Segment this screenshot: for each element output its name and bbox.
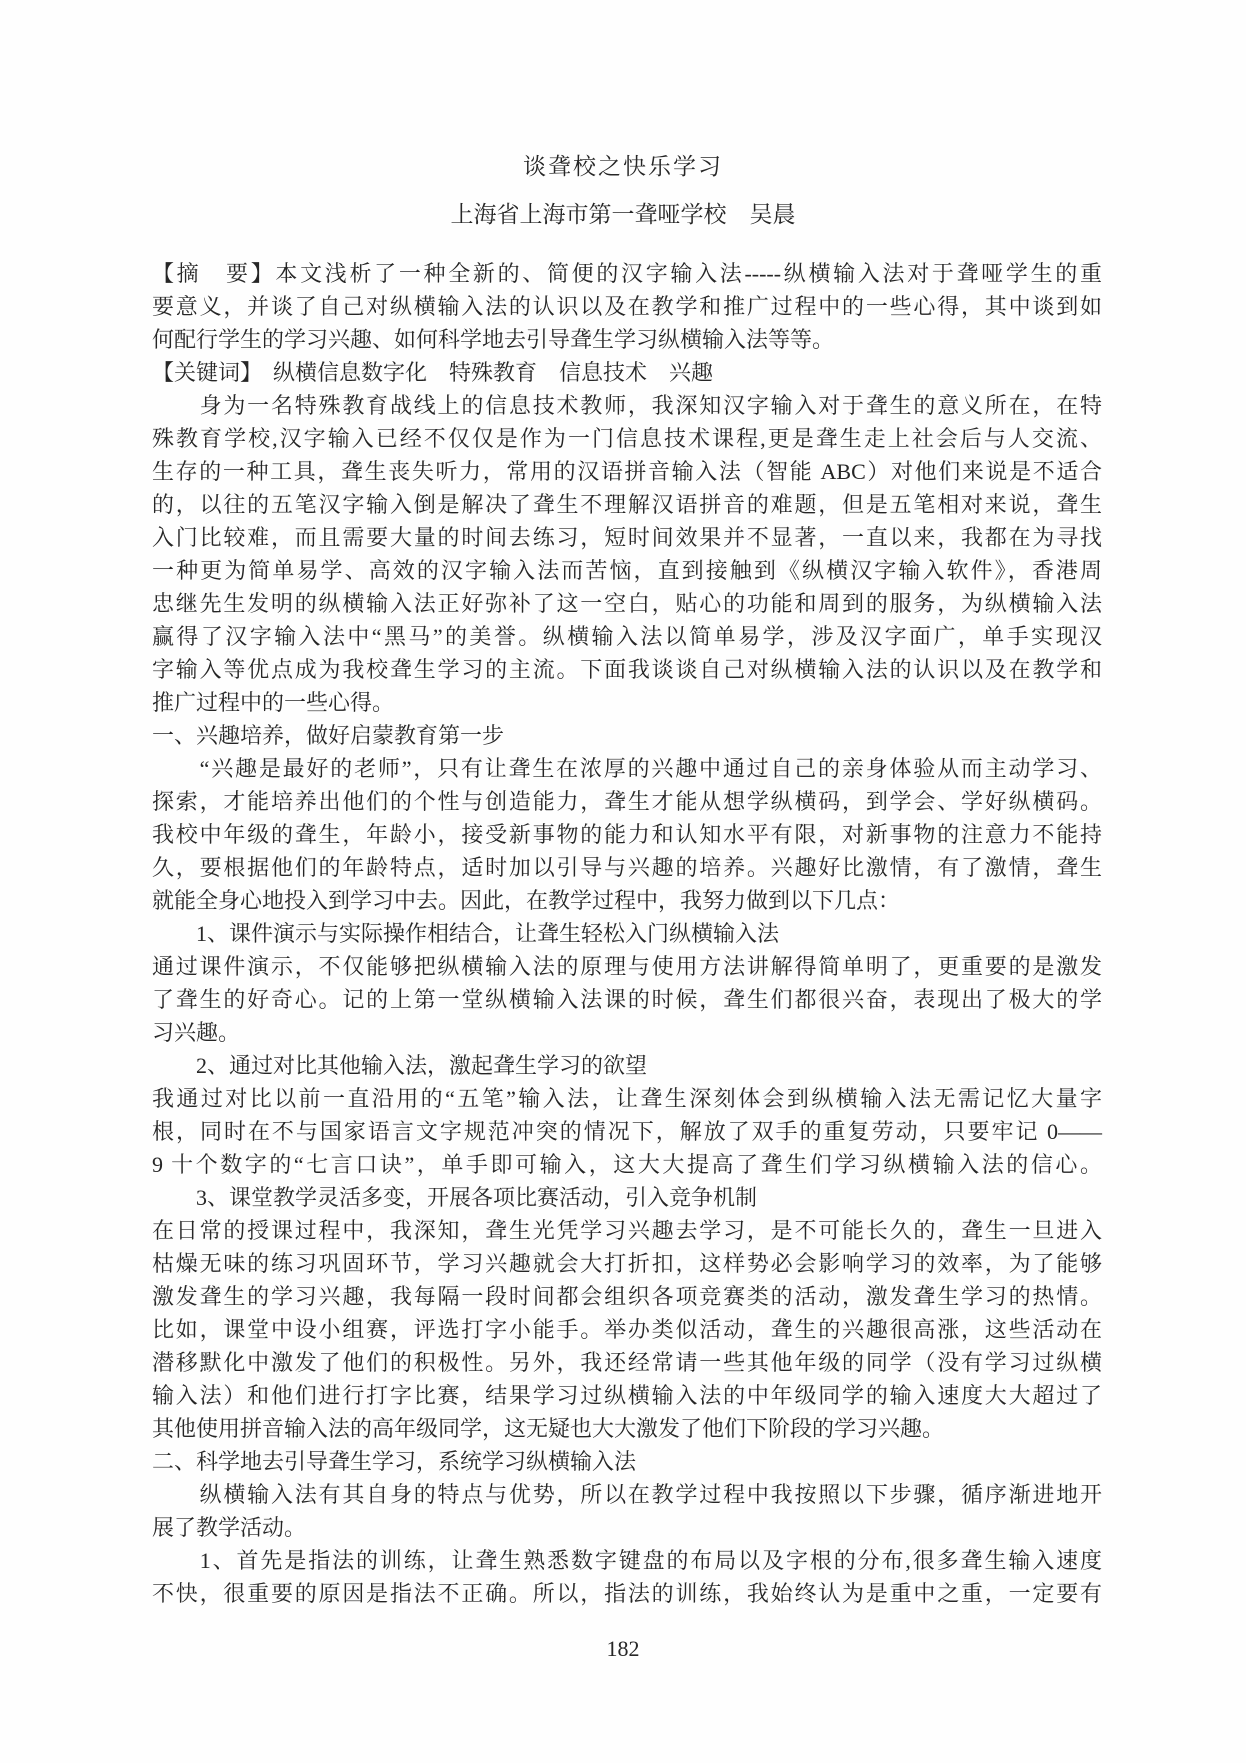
text-line: 习兴趣。 bbox=[152, 1020, 241, 1045]
text-line: 久，要根据他们的年龄特点，适时加以引导与兴趣的培养。兴趣好比激情，有了激情，聋生 bbox=[152, 855, 1102, 880]
text-line: 我通过对比以前一直沿用的“五笔”输入法，让聋生深刻体会到纵横输入法无需记忆大量字 bbox=[152, 1086, 1102, 1111]
text-line: 展了教学活动。 bbox=[152, 1515, 307, 1540]
text-line: 身为一名特殊教育战线上的信息技术教师，我深知汉字输入对于聋生的意义所在，在特 bbox=[152, 393, 1102, 418]
page-title: 谈聋校之快乐学习 bbox=[523, 154, 723, 179]
text-line: 的，以往的五笔汉字输入倒是解决了聋生不理解汉语拼音的难题，但是五笔相对来说，聋生 bbox=[152, 492, 1102, 517]
text-line: “兴趣是最好的老师”，只有让聋生在浓厚的兴趣中通过自己的亲身体验从而主动学习、 bbox=[152, 756, 1102, 781]
text-line: 根，同时在不与国家语言文字规范冲突的情况下，解放了双手的重复劳动，只要牢记 0—— bbox=[152, 1119, 1102, 1144]
text-line: 殊教育学校,汉字输入已经不仅仅是作为一门信息技术课程,更是聋生走上社会后与人交流、 bbox=[152, 426, 1102, 451]
text-line: 赢得了汉字输入法中“黑马”的美誉。纵横输入法以简单易学，涉及汉字面广，单手实现汉 bbox=[152, 624, 1102, 649]
text-line: 【关键词】 纵横信息数字化 特殊教育 信息技术 兴趣 bbox=[152, 360, 714, 385]
text-line: 探索，才能培养出他们的个性与创造能力，聋生才能从想学纵横码，到学会、学好纵横码。 bbox=[152, 789, 1102, 814]
text-line: 2、通过对比其他输入法，激起聋生学习的欲望 bbox=[152, 1053, 648, 1078]
text-line: 我校中年级的聋生，年龄小，接受新事物的能力和认知水平有限，对新事物的注意力不能持 bbox=[152, 822, 1102, 847]
author-affiliation-line: 上海省上海市第一聋哑学校 吴晨 bbox=[450, 202, 796, 227]
text-line: 不快，很重要的原因是指法不正确。所以，指法的训练，我始终认为是重中之重，一定要有 bbox=[152, 1581, 1102, 1606]
text-line: 何配行学生的学习兴趣、如何科学地去引导聋生学习纵横输入法等等。 bbox=[152, 327, 835, 352]
text-line: 就能全身心地投入到学习中去。因此，在教学过程中，我努力做到以下几点： bbox=[152, 888, 901, 913]
text-line: 忠继先生发明的纵横输入法正好弥补了这一空白，贴心的功能和周到的服务，为纵横输入法 bbox=[152, 591, 1102, 616]
text-line: 推广过程中的一些心得。 bbox=[152, 690, 395, 715]
text-line: 9 十个数字的“七言口诀”，单手即可输入，这大大提高了聋生们学习纵横输入法的信心。 bbox=[152, 1152, 1102, 1177]
text-line: 一种更为简单易学、高效的汉字输入法而苦恼，直到接触到《纵横汉字输入软件》，香港周 bbox=[152, 558, 1102, 583]
document-body bbox=[152, 257, 1102, 1610]
text-line: 1、首先是指法的训练，让聋生熟悉数字键盘的布局以及字根的分布,很多聋生输入速度 bbox=[152, 1548, 1102, 1573]
text-line: 了聋生的好奇心。记的上第一堂纵横输入法课的时候，聋生们都很兴奋，表现出了极大的学 bbox=[152, 987, 1102, 1012]
text-line: 1、课件演示与实际操作相结合，让聋生轻松入门纵横输入法 bbox=[152, 921, 780, 946]
text-line: 在日常的授课过程中，我深知，聋生光凭学习兴趣去学习，是不可能长久的，聋生一旦进入 bbox=[152, 1218, 1102, 1243]
text-line: 比如，课堂中设小组赛，评选打字小能手。举办类似活动，聋生的兴趣很高涨，这些活动在 bbox=[152, 1317, 1102, 1342]
text-line: 3、课堂教学灵活多变，开展各项比赛活动，引入竞争机制 bbox=[152, 1185, 758, 1210]
text-line: 一、兴趣培养，做好启蒙教育第一步 bbox=[152, 723, 505, 748]
text-line: 其他使用拼音输入法的高年级同学，这无疑也大大激发了他们下阶段的学习兴趣。 bbox=[152, 1416, 945, 1441]
text-line: 生存的一种工具，聋生丧失听力，常用的汉语拼音输入法（智能 ABC）对他们来说是不适合 bbox=[152, 459, 1102, 484]
text-line: 入门比较难，而且需要大量的时间去练习，短时间效果并不显著，一直以来，我都在为寻找 bbox=[152, 525, 1102, 550]
text-line: 纵横输入法有其自身的特点与优势，所以在教学过程中我按照以下步骤，循序渐进地开 bbox=[152, 1482, 1102, 1507]
text-line: 输入法）和他们进行打字比赛，结果学习过纵横输入法的中年级同学的输入速度大大超过了 bbox=[152, 1383, 1102, 1408]
text-line: 通过课件演示，不仅能够把纵横输入法的原理与使用方法讲解得简单明了，更重要的是激发 bbox=[152, 954, 1102, 979]
text-line: 字输入等优点成为我校聋生学习的主流。下面我谈谈自己对纵横输入法的认识以及在教学和 bbox=[152, 657, 1102, 682]
text-line: 【摘 要】本文浅析了一种全新的、简便的汉字输入法-----纵横输入法对于聋哑学生的重 bbox=[152, 261, 1102, 286]
page-number: 182 bbox=[606, 1636, 640, 1661]
text-line: 二、科学地去引导聋生学习，系统学习纵横输入法 bbox=[152, 1449, 637, 1474]
text-line: 要意义，并谈了自己对纵横输入法的认识以及在教学和推广过程中的一些心得，其中谈到如 bbox=[152, 294, 1102, 319]
text-line: 潜移默化中激发了他们的积极性。另外，我还经常请一些其他年级的同学（没有学习过纵横 bbox=[152, 1350, 1102, 1375]
text-line: 枯燥无味的练习巩固环节，学习兴趣就会大打折扣，这样势必会影响学习的效率，为了能够 bbox=[152, 1251, 1102, 1276]
text-line: 激发聋生的学习兴趣，我每隔一段时间都会组织各项竞赛类的活动，激发聋生学习的热情。 bbox=[152, 1284, 1102, 1309]
